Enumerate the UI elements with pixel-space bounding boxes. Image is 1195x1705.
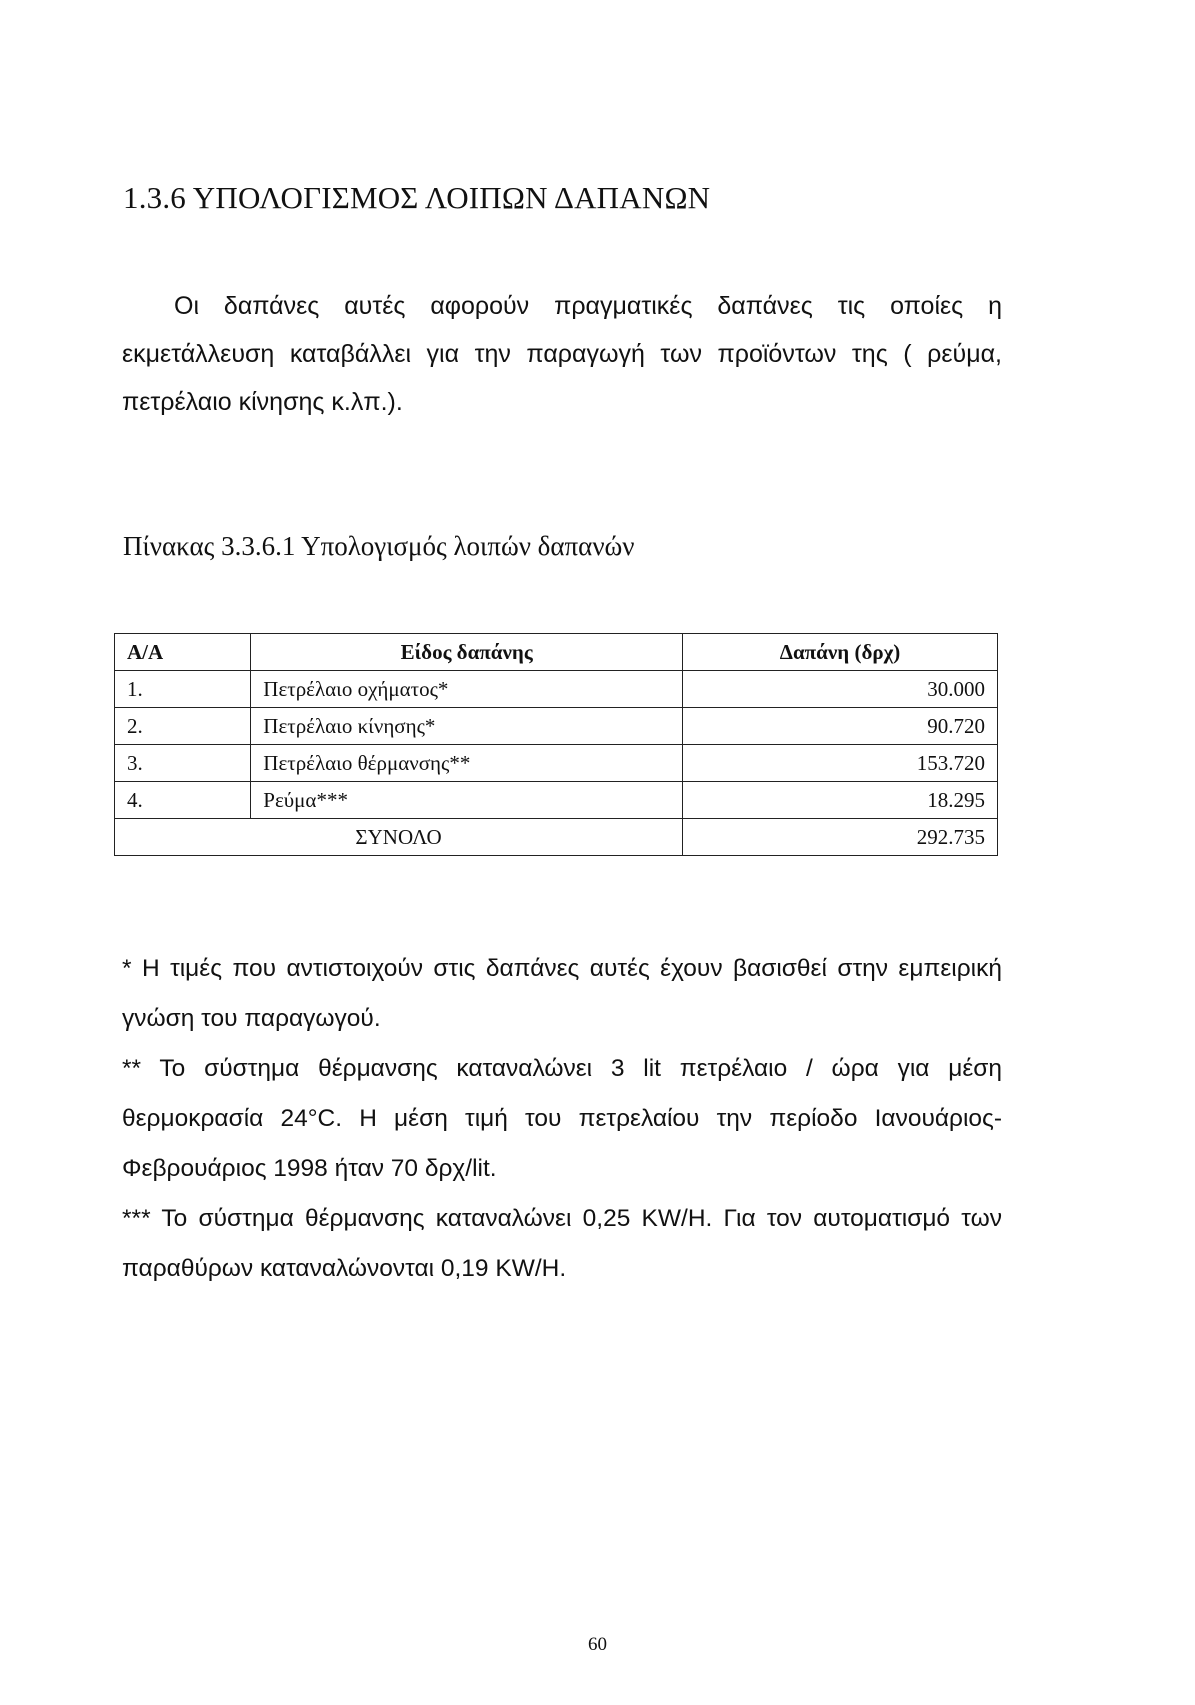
footnote-2: ** Το σύστημα θέρμανσης καταναλώνει 3 lit πετρέλαιο / ώρα για μέση θερμοκρασία 24°C. Η μέση τιμή του πετρελαίου την περίοδο Ιανουάριος-Φεβρουάριος 1998 ήταν 70 δρχ/lit. — [122, 1055, 1002, 1182]
row-desc: Πετρέλαιο οχήματος* — [251, 671, 683, 708]
row-amount: 30.000 — [683, 671, 998, 708]
footnotes — [122, 944, 1002, 1294]
row-amount: 153.720 — [683, 745, 998, 782]
table-row — [115, 782, 998, 819]
header-desc: Είδος δαπάνης — [251, 634, 683, 671]
section-heading: 1.3.6 ΥΠΟΛΟΓΙΣΜΟΣ ΛΟΙΠΩΝ ΔΑΠΑΝΩΝ — [123, 180, 711, 215]
table-row — [115, 671, 998, 708]
header-amount: Δαπάνη (δρχ) — [683, 634, 998, 671]
table-caption: Πίνακας 3.3.6.1 Υπολογισμός λοιπών δαπανών — [123, 531, 635, 561]
table-total-row — [115, 819, 998, 856]
total-label: ΣΥΝΟΛΟ — [115, 819, 683, 856]
table-header-row — [115, 634, 998, 671]
intro-paragraph: Οι δαπάνες αυτές αφορούν πραγματικές δαπάνες τις οποίες η εκμετάλλευση καταβάλλει για την παραγωγή των προϊόντων της ( ρεύμα, πετρέλαιο κίνησης κ.λπ.). — [122, 292, 1002, 416]
row-num: 4. — [115, 782, 251, 819]
row-desc: Πετρέλαιο θέρμανσης** — [251, 745, 683, 782]
row-amount: 90.720 — [683, 708, 998, 745]
footnote-1: * Η τιμές που αντιστοιχούν στις δαπάνες αυτές έχουν βασισθεί στην εμπειρική γνώση του παραγωγού. — [122, 955, 1002, 1032]
row-desc: Πετρέλαιο κίνησης* — [251, 708, 683, 745]
page-number: 60 — [588, 1634, 607, 1655]
row-amount: 18.295 — [683, 782, 998, 819]
row-num: 2. — [115, 708, 251, 745]
footnote-3: *** Το σύστημα θέρμανσης καταναλώνει 0,25 KW/H. Για τον αυτοματισμό των παραθύρων καταναλώνονται 0,19 KW/H. — [122, 1205, 1002, 1282]
costs-table — [114, 633, 998, 856]
row-num: 1. — [115, 671, 251, 708]
header-num: Α/Α — [115, 634, 251, 671]
total-amount: 292.735 — [683, 819, 998, 856]
row-desc: Ρεύμα*** — [251, 782, 683, 819]
table-row — [115, 745, 998, 782]
row-num: 3. — [115, 745, 251, 782]
table-row — [115, 708, 998, 745]
